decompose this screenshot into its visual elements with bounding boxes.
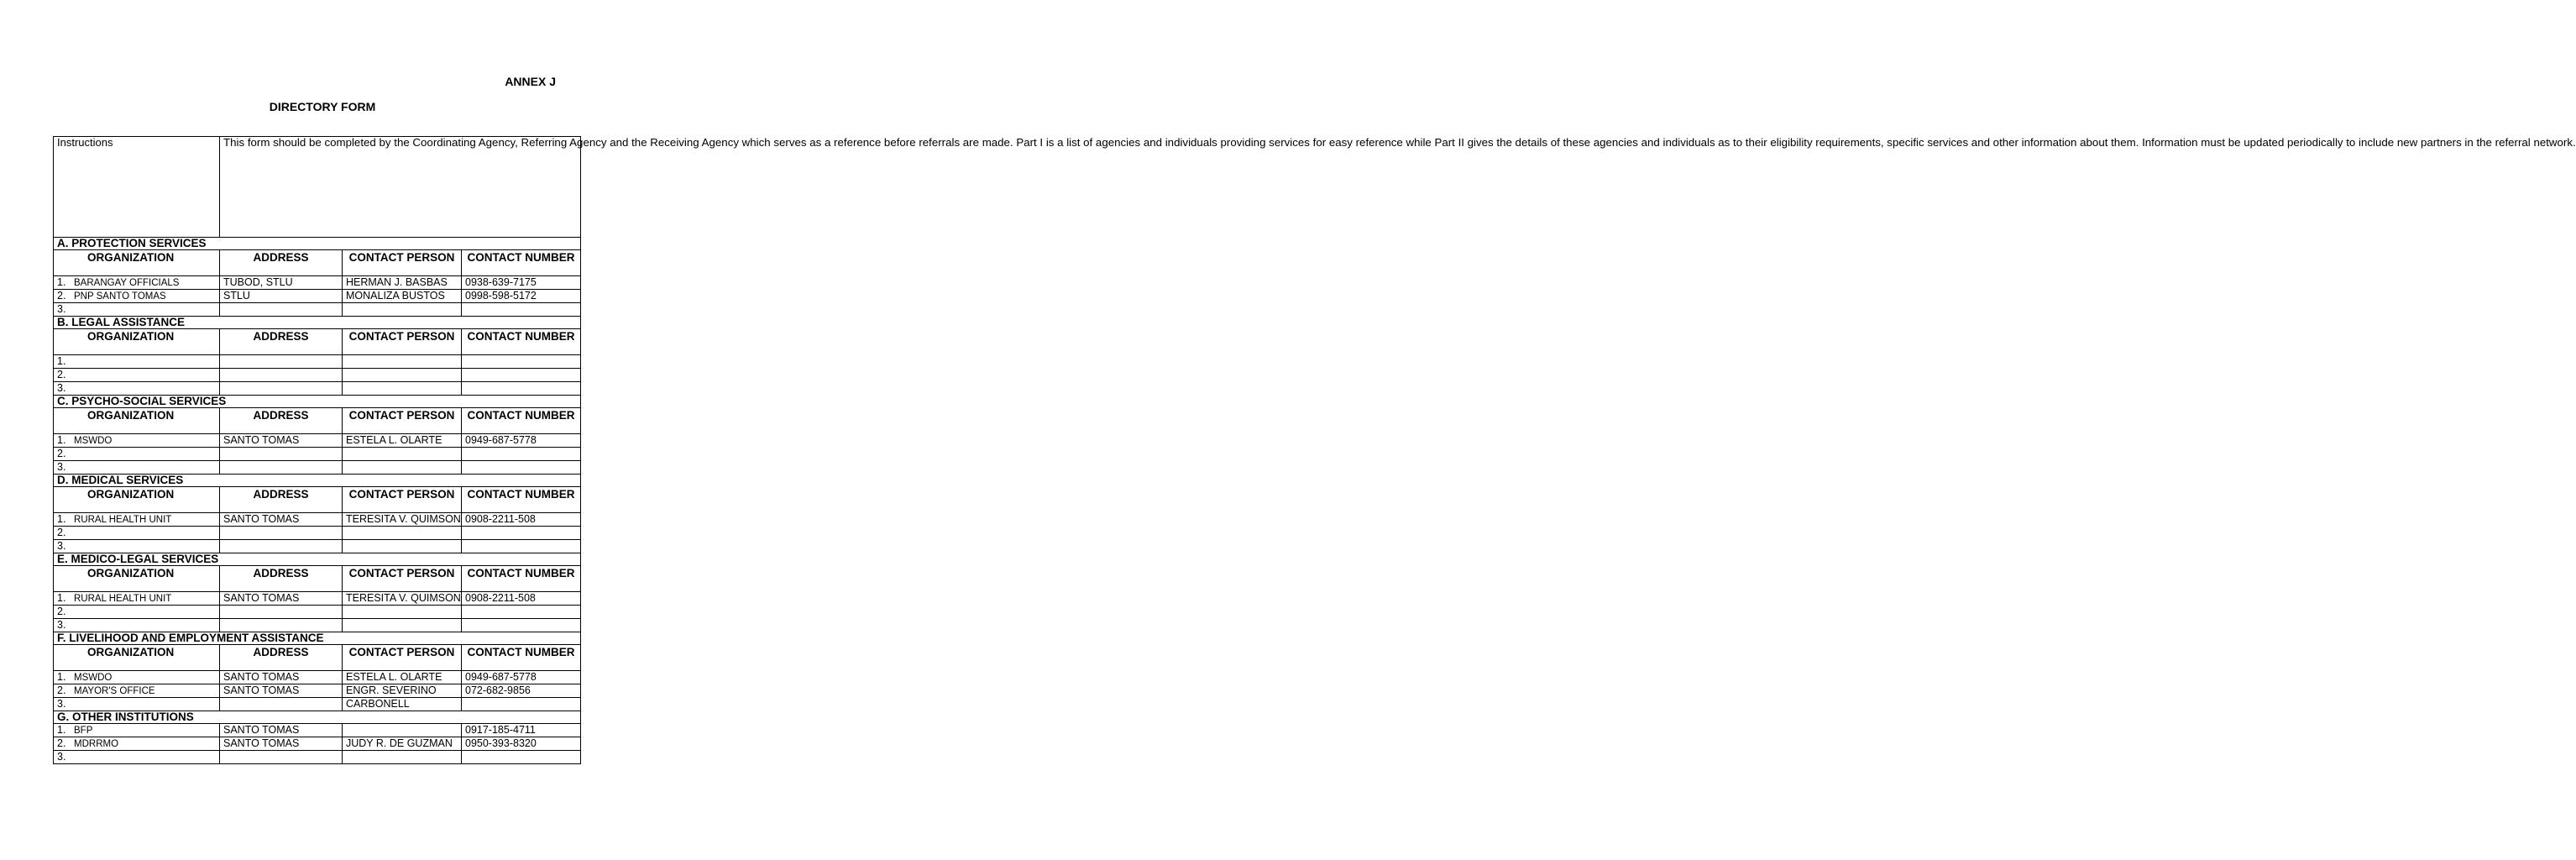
organization-name: BFP [74,726,93,736]
section-title: F. LIVELIHOOD AND EMPLOYMENT ASSISTANCE [54,632,581,645]
section-title-row [54,396,581,408]
contact-person-cell: JUDY R. DE GUZMAN [343,737,462,751]
section-title: E. MEDICO-LEGAL SERVICES [54,553,581,566]
organization-cell [54,276,220,290]
address-cell [220,540,343,553]
header-contact-number: CONTACT NUMBER [462,645,581,671]
row-number: 1. [57,355,66,367]
header-address: ADDRESS [220,250,343,276]
row-number: 1. [57,724,66,736]
organization-cell [54,434,220,448]
table-row [54,606,581,619]
contact-number-cell [462,303,581,317]
table-row [54,448,581,461]
row-number: 2. [57,606,66,617]
organization-cell [54,461,220,475]
table-row [54,698,581,711]
address-cell: SANTO TOMAS [220,684,343,698]
header-contact-person: CONTACT PERSON [343,250,462,276]
header-address: ADDRESS [220,645,343,671]
row-number: 1. [57,592,66,604]
contact-person-cell: TERESITA V. QUIMSON [343,513,462,527]
table-row [54,737,581,751]
header-contact-person: CONTACT PERSON [343,487,462,513]
organization-cell [54,382,220,396]
section-title: D. MEDICAL SERVICES [54,475,581,487]
address-cell [220,461,343,475]
address-cell: SANTO TOMAS [220,671,343,684]
table-row [54,619,581,632]
section-title-row [54,238,581,250]
table-row [54,527,581,540]
contact-number-cell: 0908-2211-508 [462,513,581,527]
header-address: ADDRESS [220,566,343,592]
annex-label: ANNEX J [505,75,556,88]
contact-person-cell [343,448,462,461]
organization-cell [54,369,220,382]
address-cell: SANTO TOMAS [220,513,343,527]
contact-person-cell: HERMAN J. BASBAS [343,276,462,290]
header-contact-number: CONTACT NUMBER [462,250,581,276]
section-title-row [54,632,581,645]
instructions-text: This form should be completed by the Coordinating Agency, Referring Agency and the Receiving Agency which serves as a reference before referrals are made. Part I is a list of agencies and individuals providing services for easy reference while Part II gives the details of these agencies and individuals as to their eligibility requirements, specific services and other information about them. Information must be updated periodically to include new partners in the referral network. [220,137,581,238]
contact-number-cell: 0917-185-4711 [462,724,581,737]
address-cell [220,303,343,317]
table-row [54,434,581,448]
organization-cell [54,684,220,698]
row-number: 3. [57,619,66,631]
address-cell [220,527,343,540]
organization-name: MDRRMO [74,739,119,749]
contact-number-cell [462,355,581,369]
organization-cell [54,290,220,303]
section-title-row [54,711,581,724]
column-header-row [54,645,581,671]
row-number: 1. [57,671,66,683]
address-cell [220,606,343,619]
contact-person-cell: CARBONELL [343,698,462,711]
contact-number-cell: 0938-639-7175 [462,276,581,290]
row-number: 3. [57,698,66,710]
instructions-row [54,137,581,238]
contact-number-cell [462,369,581,382]
directory-table [53,136,2576,764]
header-organization: ORGANIZATION [54,250,220,276]
section-title-row [54,317,581,329]
section-title: A. PROTECTION SERVICES [54,238,581,250]
header-contact-person: CONTACT PERSON [343,566,462,592]
table-row [54,355,581,369]
organization-name: MAYOR'S OFFICE [74,686,155,696]
row-number: 2. [57,527,66,538]
table-row [54,303,581,317]
contact-person-cell [343,461,462,475]
row-number: 3. [57,461,66,473]
row-number: 3. [57,303,66,315]
contact-number-cell [462,606,581,619]
address-cell: SANTO TOMAS [220,724,343,737]
contact-person-cell: ESTELA L. OLARTE [343,671,462,684]
header-contact-number: CONTACT NUMBER [462,566,581,592]
organization-cell [54,513,220,527]
organization-cell [54,724,220,737]
section-title-row [54,553,581,566]
row-number: 3. [57,382,66,394]
address-cell: SANTO TOMAS [220,592,343,606]
table-row [54,724,581,737]
table-row [54,540,581,553]
address-cell: TUBOD, STLU [220,276,343,290]
organization-cell [54,303,220,317]
table-row [54,684,581,698]
row-number: 2. [57,290,66,302]
contact-person-cell: MONALIZA BUSTOS [343,290,462,303]
contact-number-cell [462,448,581,461]
contact-person-cell: ENGR. SEVERINO [343,684,462,698]
contact-person-cell [343,303,462,317]
table-row [54,751,581,764]
organization-cell [54,671,220,684]
organization-name: MSWDO [74,436,113,446]
organization-name: MSWDO [74,673,113,683]
header-organization: ORGANIZATION [54,566,220,592]
contact-number-cell: 0950-393-8320 [462,737,581,751]
contact-number-cell: 072-682-9856 [462,684,581,698]
contact-number-cell [462,461,581,475]
contact-number-cell: 0998-598-5172 [462,290,581,303]
organization-cell [54,540,220,553]
address-cell [220,355,343,369]
address-cell: SANTO TOMAS [220,434,343,448]
contact-person-cell [343,540,462,553]
header-organization: ORGANIZATION [54,487,220,513]
contact-person-cell [343,619,462,632]
organization-cell [54,737,220,751]
column-header-row [54,329,581,355]
contact-person-cell: ESTELA L. OLARTE [343,434,462,448]
organization-cell [54,698,220,711]
header-organization: ORGANIZATION [54,645,220,671]
table-row [54,382,581,396]
address-cell [220,751,343,764]
organization-cell [54,448,220,461]
address-cell [220,382,343,396]
contact-person-cell [343,369,462,382]
form-title: DIRECTORY FORM [269,100,376,113]
instructions-label: Instructions [54,137,220,238]
table-row [54,592,581,606]
contact-number-cell [462,382,581,396]
header-organization: ORGANIZATION [54,408,220,434]
address-cell: STLU [220,290,343,303]
header-contact-person: CONTACT PERSON [343,645,462,671]
contact-number-cell [462,619,581,632]
row-number: 1. [57,276,66,288]
organization-cell [54,606,220,619]
contact-person-cell [343,724,462,737]
column-header-row [54,566,581,592]
column-header-row [54,250,581,276]
organization-name: BARANGAY OFFICIALS [74,278,180,288]
header-contact-person: CONTACT PERSON [343,408,462,434]
table-row [54,290,581,303]
contact-number-cell: 0908-2211-508 [462,592,581,606]
row-number: 2. [57,448,66,459]
organization-name: RURAL HEALTH UNIT [74,515,172,525]
directory-table-body [54,136,2576,764]
row-number: 2. [57,684,66,696]
section-title: G. OTHER INSTITUTIONS [54,711,581,724]
header-contact-person: CONTACT PERSON [343,329,462,355]
contact-person-cell: TERESITA V. QUIMSON [343,592,462,606]
row-number: 2. [57,737,66,749]
row-number: 2. [57,369,66,380]
header-contact-number: CONTACT NUMBER [462,329,581,355]
contact-number-cell [462,527,581,540]
table-row [54,461,581,475]
address-cell [220,698,343,711]
contact-person-cell [343,355,462,369]
table-row [54,671,581,684]
header-address: ADDRESS [220,487,343,513]
organization-cell [54,592,220,606]
contact-person-cell [343,751,462,764]
section-title: C. PSYCHO-SOCIAL SERVICES [54,396,581,408]
row-number: 1. [57,513,66,525]
address-cell [220,619,343,632]
header-contact-number: CONTACT NUMBER [462,408,581,434]
organization-cell [54,355,220,369]
table-row [54,276,581,290]
address-cell [220,448,343,461]
organization-cell [54,751,220,764]
header-contact-number: CONTACT NUMBER [462,487,581,513]
contact-number-cell [462,540,581,553]
column-header-row [54,487,581,513]
header-address: ADDRESS [220,408,343,434]
section-title: B. LEGAL ASSISTANCE [54,317,581,329]
contact-number-cell [462,698,581,711]
row-number: 3. [57,540,66,552]
table-row [54,369,581,382]
organization-cell [54,619,220,632]
organization-name: PNP SANTO TOMAS [74,291,166,302]
row-number: 3. [57,751,66,763]
address-cell [220,369,343,382]
contact-number-cell: 0949-687-5778 [462,671,581,684]
row-number: 1. [57,434,66,446]
organization-cell [54,527,220,540]
address-cell: SANTO TOMAS [220,737,343,751]
contact-person-cell [343,382,462,396]
contact-number-cell [462,751,581,764]
header-address: ADDRESS [220,329,343,355]
column-header-row [54,408,581,434]
table-row [54,513,581,527]
contact-person-cell [343,527,462,540]
contact-number-cell: 0949-687-5778 [462,434,581,448]
contact-person-cell [343,606,462,619]
header-organization: ORGANIZATION [54,329,220,355]
section-title-row [54,475,581,487]
organization-name: RURAL HEALTH UNIT [74,594,172,604]
